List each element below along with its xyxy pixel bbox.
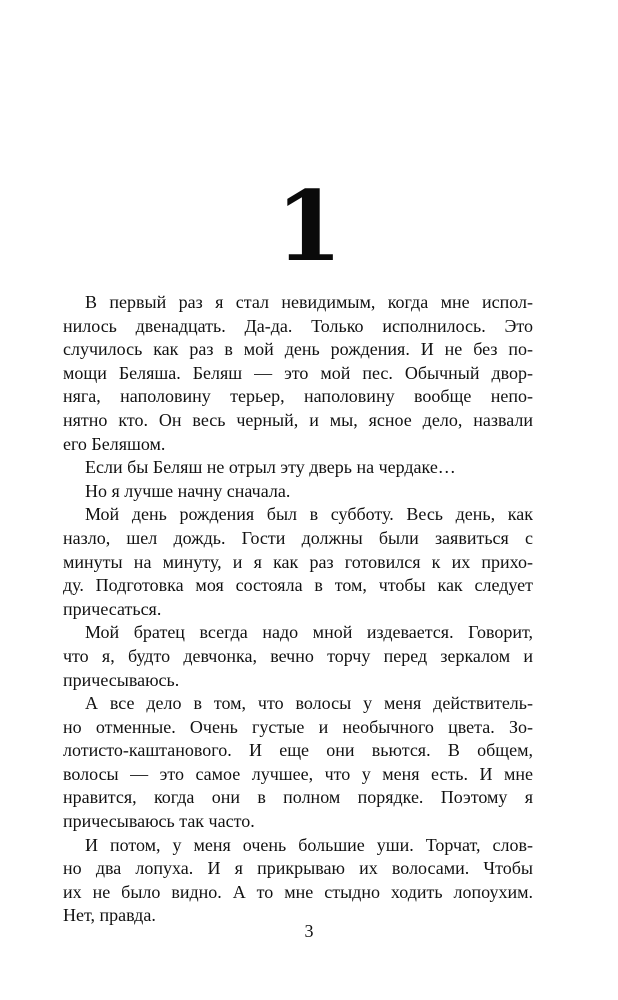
text-line: Нет, правда. (63, 905, 156, 926)
text-line: няга, наполовину терьер, наполовину вообще непо- (63, 386, 533, 407)
text-line: Но я лучше начну сначала. (85, 480, 291, 501)
text-line: В первый раз я стал невидимым, когда мне испол- (85, 292, 533, 312)
text-line: нилось двенадцать. Да-да. Только исполнилось. Это (63, 315, 533, 336)
text-line: Мой братец всегда надо мной издевается. Говорит, (85, 622, 533, 643)
text-line: назло, шел дождь. Гости должны были заявиться с (63, 527, 533, 548)
text-line: А все дело в том, что волосы у меня действитель- (85, 693, 533, 714)
text-line: его Беляшом. (63, 433, 166, 454)
text-line: что я, будто девчонка, вечно торчу перед зеркалом и (63, 645, 533, 666)
text-line: но два лопуха. И я прикрываю их волосами. Чтобы (63, 858, 533, 879)
text-line: но отменные. Очень густые и необычного цвета. Зо- (63, 716, 533, 737)
text-line: И потом, у меня очень большие уши. Торчат, слов- (85, 834, 533, 855)
text-line: причесаться. (63, 598, 162, 619)
text-line: их не было видно. А то мне стыдно ходить лопоухим. (63, 881, 533, 902)
text-line: минуты на минуту, и я как раз готовился к их прихо- (63, 551, 533, 572)
text-line: мощи Беляша. Беляш — это мой пес. Обычный двор- (63, 362, 533, 383)
text-line: нятно кто. Он весь черный, и мы, ясное дело, назвали (63, 409, 533, 430)
text-line: ду. Подготовка моя состояла в том, чтобы как следует (63, 575, 533, 596)
text-line: причесываюсь. (63, 669, 180, 690)
text-line: случилось как раз в мой день рождения. И не без по- (63, 339, 533, 360)
chapter-number: 1 (275, 170, 343, 283)
text-line: лотисто-каштанового. И еще они вьются. В общем, (63, 740, 533, 761)
page-number: 3 (304, 921, 314, 941)
text-line: Если бы Беляш не отрыл эту дверь на чердаке… (85, 457, 456, 478)
text-line: Мой день рождения был в субботу. Весь день, как (85, 504, 533, 525)
body-text (63, 291, 533, 928)
text-line: нравится, когда они в полном порядке. Поэтому я (63, 787, 533, 808)
text-line: волосы — это самое лучшее, что у меня есть. И мне (63, 763, 533, 784)
text-line: причесываюсь так часто. (63, 811, 255, 832)
